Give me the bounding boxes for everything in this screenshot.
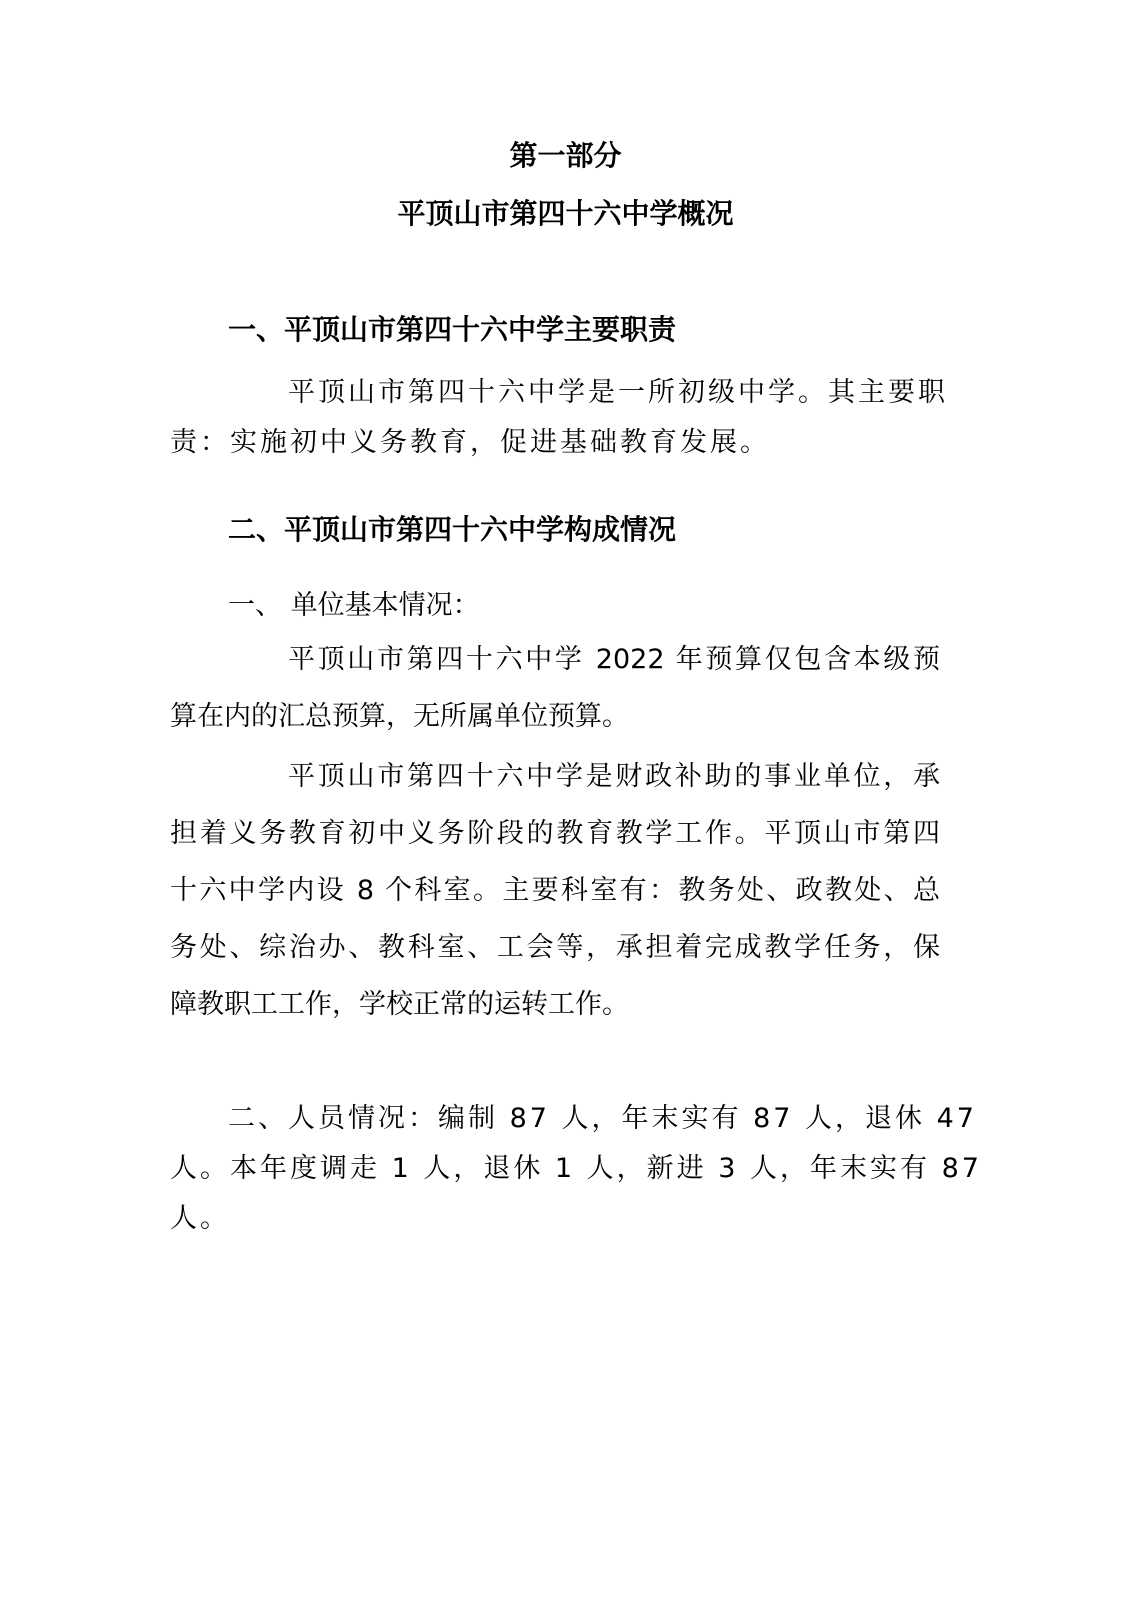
duties-paragraph (170, 368, 948, 468)
paragraph-line: 障教职工工作，学校正常的运转工作。 (170, 989, 629, 1020)
paragraph-line: 平顶山市第四十六中学是财政补助的事业单位，承 (288, 761, 940, 792)
paragraph-line: 二、人员情况：编制 87 人，年末实有 87 人，退休 47 (228, 1103, 977, 1134)
budget-paragraph (170, 631, 940, 745)
paragraph-line: 责：实施初中义务教育，促进基础教育发展。 (170, 427, 770, 458)
part-title: 第一部分 (509, 139, 622, 172)
subsection-title-basic-info: 一、 单位基本情况： (228, 590, 480, 621)
paragraph-line: 平顶山市第四十六中学是一所初级中学。其主要职 (288, 377, 948, 408)
paragraph-line: 平顶山市第四十六中学 2022 年预算仅包含本级预 (288, 644, 940, 675)
paragraph-line: 十六中学内设 8 个科室。主要科室有：教务处、政教处、总 (170, 875, 940, 906)
section-heading-composition: 二、平顶山市第四十六中学构成情况 (228, 513, 677, 546)
paragraph-line: 算在内的汇总预算，无所属单位预算。 (170, 701, 629, 732)
paragraph-line: 务处、综治办、教科室、工会等，承担着完成教学任务，保 (170, 932, 940, 963)
paragraph-line: 担着义务教育初中义务阶段的教育教学工作。平顶山市第四 (170, 818, 940, 849)
staff-paragraph (170, 1094, 982, 1244)
main-title: 平顶山市第四十六中学概况 (397, 197, 734, 230)
departments-paragraph (170, 748, 940, 1033)
section-heading-duties: 一、平顶山市第四十六中学主要职责 (228, 313, 677, 346)
paragraph-line: 人。 (170, 1203, 230, 1234)
paragraph-line: 人。本年度调走 1 人，退休 1 人，新进 3 人，年末实有 87 (170, 1153, 982, 1184)
